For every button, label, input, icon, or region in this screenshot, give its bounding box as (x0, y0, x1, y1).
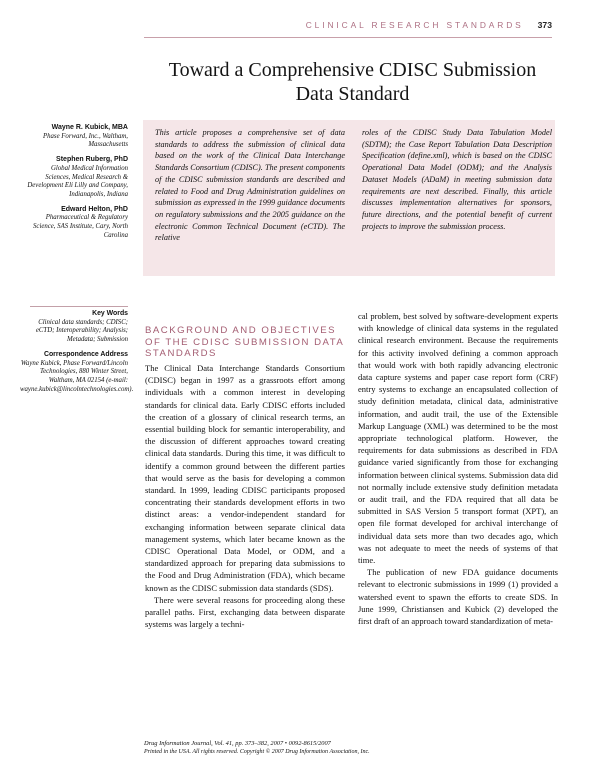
author-name: Edward Helton, PhD (61, 205, 128, 213)
author-list (26, 124, 128, 246)
keywords-list: Clinical data standards; CDISC; eCTD; Interoperability; Analysis; Metadata; Submission (35, 318, 128, 344)
article-title: Toward a Comprehensive CDISC Submission Data Standard (168, 59, 537, 105)
running-head (306, 18, 552, 32)
correspondence-heading: Correspondence Address (44, 350, 128, 358)
copyright-notice: Printed in the USA. All rights reserved. Copyright © 2007 Drug Information Association, Inc. (144, 749, 370, 755)
page-number: 373 (537, 20, 552, 30)
header-rule (144, 37, 552, 38)
author-affiliation: Global Medical Information Sciences, Medical Research & Development Eli Lilly and Company, Indianapolis, Indiana (27, 164, 128, 198)
section-heading: BACKGROUND AND OBJECTIVES OF THE CDISC SUBMISSION DATA STANDARDS (145, 325, 344, 359)
page-footer (144, 740, 564, 756)
body-paragraph: The Clinical Data Interchange Standards Consortium (CDISC) began in 1997 as a grassroots effort among individuals with a common interest in developing standards for clinical data. Early CDISC efforts included the creation of a glossary of clinical research terms, an essential building block for semantic interoperability, and the discussion of different approaches toward creating clinical data standards. During this time, it was difficult to identify a common ground between the different parties that would serve as the basis for developing a common standard. In 1999, leading CDISC participants proposed concentrating their standards development efforts in two distinct areas: a vendor-independent standard for exchanging information between separate clinical data management systems, which later became known as the CDISC Operational Data Model, or ODM, and a standardized approach for preparing data submissions to the Food and Drug Administration (FDA), which became known as the CDISC submission data standards (SDS). (145, 363, 345, 593)
author-name: Stephen Ruberg, PhD (56, 156, 128, 164)
author-affiliation: Phase Forward, Inc., Waltham, Massachusetts (42, 132, 128, 149)
body-paragraph: There were several reasons for proceeding along these parallel paths. First, exchanging data between disparate systems was largely a techni- (145, 594, 345, 630)
keywords-heading: Key Words (92, 310, 128, 317)
body-paragraph: The publication of new FDA guidance documents relevant to electronic submissions in 1999 (1) provided a watershed event to spawn the efforts to create SDS. In June 1999, Christiansen and Kubick (2) developed the first draft of an approach toward standardization of meta- (358, 567, 558, 627)
abstract-text-left: This article proposes a comprehensive set of data standards to address the submission of clinical data based on the work of the Clinical Data Interchange Standards Consortium (CDISC). The present components of the CDISC submission standards are described and related to Food and Drug Administration guidelines on submission as expressed in the 1999 guidance documents on regulatory submissions and the 2005 guidance on the electronic Common Technical Document (eCTD). The relative (155, 128, 345, 243)
correspondence-address: Wayne Kubick, Phase Forward/Lincoln Technologies, 880 Winter Street, Waltham, MA 02154 (e-mail: wayne.kubick@lincolntechnologies.com). (20, 359, 134, 393)
journal-citation: Drug Information Journal, Vol. 41, pp. 373–382, 2007 • 0092-8615/2007 (144, 740, 331, 747)
sidebar-info (20, 310, 134, 400)
author-name: Wayne R. Kubick, MBA (51, 124, 128, 131)
author-affiliation: Pharmaceutical & Regulatory Science, SAS Institute, Cary, North Carolina (33, 214, 128, 239)
sidebar-rule (30, 306, 128, 307)
body-paragraph: cal problem, best solved by software-development experts with knowledge of clinical data systems in the regulated clinical research environment. Because the requirements for this activity involved defining a common approach that would work with both rapidly advancing electronic data capture systems and paper case report form (CRF) entry systems to exchange an encapsulated collection of study definition metadata, clinical data, administrative information, and audit trail, the use of the Extensible Markup Language (XML) was determined to be the most appropriate technological platform. However, the requirements for data submissions as described in FDA guidance varied significantly from those for exchanging information between clinical systems. Submission data did not normally include extensive study definition metadata or audit trail, and the FDA required that all data be submitted in SAS Version 5 transport format (XPT), an open file format developed for archival interchange of individual data sets more than two decades ago, which was not adequate to meet the needs of systems of that time. (358, 311, 558, 566)
abstract-text-right: roles of the CDISC Study Data Tabulation Model (SDTM); the Case Report Tabulation Data Description Specification (define.xml), which is based on the CDISC Operational Data Model (ODM); and the Analysis Dataset Models (ADaM) in meeting submission data requirements are next described. Finally, this article discusses implementation alternatives for sponsors, future directions, and the potential benefit of current projects to improve the submission process. (362, 128, 552, 231)
body-column-right (358, 310, 558, 627)
running-head-title: CLINICAL RESEARCH STANDARDS (305, 20, 524, 30)
body-column-left (145, 362, 345, 630)
